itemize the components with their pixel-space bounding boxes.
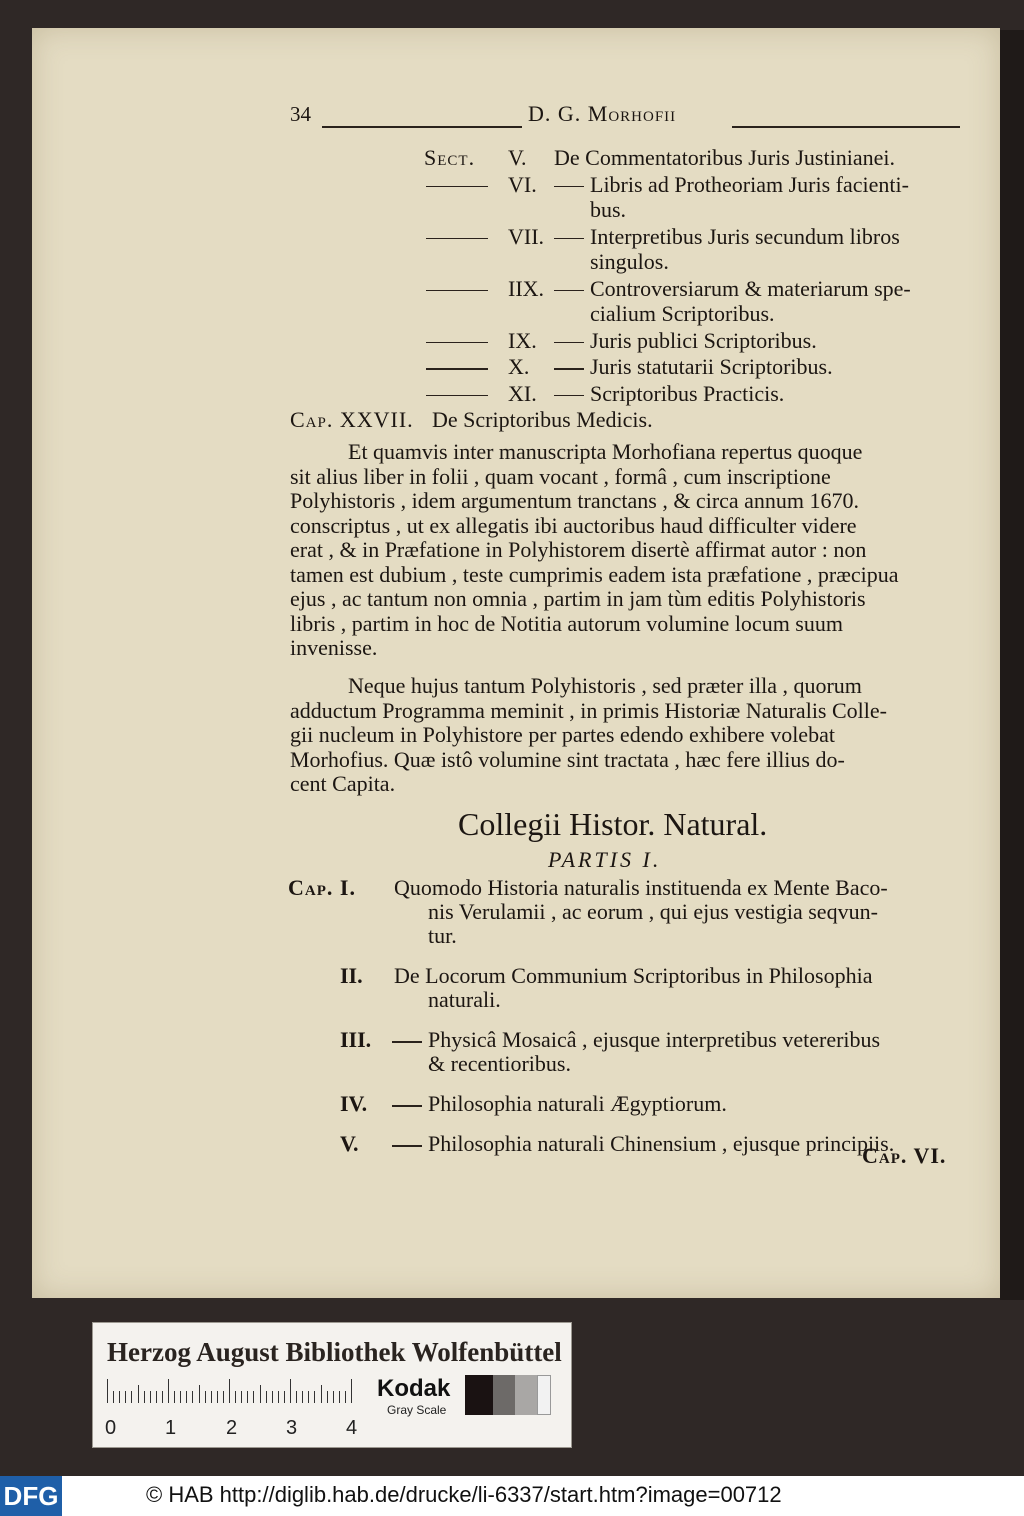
ruler-tick: [241, 1391, 242, 1403]
ruler-tick: [144, 1391, 145, 1403]
section-text: Controversiarum & materiarum spe-: [590, 275, 911, 301]
library-name: Herzog August Bibliothek Wolfenbüttel: [107, 1337, 562, 1367]
ruler-tick: [180, 1391, 181, 1403]
chapter-text: naturali.: [428, 987, 501, 1012]
scale-ruler: [107, 1379, 357, 1403]
section-number: VI.: [508, 171, 537, 197]
chapter-number: III.: [340, 1027, 372, 1052]
chapter-number: Cap. I.: [288, 875, 356, 900]
section-number: V.: [508, 145, 527, 170]
chapter-text: nis Verulamii , ac eorum , qui ejus vestigia seqvun-: [428, 899, 878, 924]
ruler-tick: [272, 1391, 273, 1403]
ruler-tick: [192, 1391, 193, 1403]
section-number: XI.: [508, 380, 537, 406]
paragraph-line: ejus , ac tantum non omnia , partim in jam tùm editis Polyhistoris: [290, 586, 866, 611]
chapter-number: V.: [340, 1131, 359, 1156]
header-rule-left: [322, 126, 522, 128]
ditto-dash: [426, 342, 488, 344]
chapter-text: tur.: [428, 923, 457, 948]
section-number: IX.: [508, 327, 537, 353]
copyright-credit[interactable]: © HAB http://diglib.hab.de/drucke/li-6337/start.htm?image=00712: [146, 1482, 782, 1507]
section-number: X.: [508, 354, 530, 379]
ruler-tick: [229, 1379, 230, 1403]
ruler-tick: [223, 1391, 224, 1403]
paragraph-line: erat , & in Præfatione in Polyhistorem disertè affirmat autor : non: [290, 537, 867, 562]
ruler-tick: [296, 1391, 297, 1403]
ruler-tick: [174, 1391, 175, 1403]
ditto-dash: [426, 290, 488, 292]
ruler-tick: [351, 1379, 352, 1403]
ruler-tick: [266, 1391, 267, 1403]
gray-patch-mid: [515, 1375, 537, 1415]
ruler-tick: [333, 1391, 334, 1403]
ditto-dash: [392, 1145, 422, 1147]
ditto-dash: [554, 368, 584, 370]
ditto-dash: [426, 368, 488, 370]
paragraph-line: invenisse.: [290, 635, 378, 660]
ruler-label: 0: [105, 1417, 117, 1439]
ruler-tick: [131, 1391, 132, 1403]
ruler-tick: [119, 1391, 120, 1403]
chapter-number: IV.: [340, 1091, 368, 1116]
ditto-dash: [392, 1105, 422, 1107]
ruler-tick: [162, 1391, 163, 1403]
ditto-dash: [554, 342, 584, 344]
ruler-tick: [253, 1391, 254, 1403]
ruler-tick: [156, 1391, 157, 1403]
collegium-subtitle: PARTIS I.: [548, 847, 662, 872]
header-rule-right: [732, 126, 960, 128]
ruler-tick: [247, 1391, 248, 1403]
collegium-title: Collegii Histor. Natural.: [458, 806, 768, 842]
paragraph-line: tamen est dubium , teste cumprimis eadem ista præfatione , præcipua: [290, 561, 899, 587]
section-text: De Commentatoribus Juris Justinianei.: [554, 145, 895, 170]
catchword: Cap. VI.: [862, 1143, 947, 1168]
ditto-dash: [554, 186, 584, 188]
gray-patch-dark: [493, 1375, 515, 1415]
chapter-text: & recentioribus.: [428, 1051, 571, 1076]
color-target-card: [92, 1322, 572, 1448]
ruler-label: 2: [226, 1417, 238, 1439]
section-text: Scriptoribus Practicis.: [590, 380, 785, 406]
chapter-text: Philosophia naturali Chinensium , ejusque principiis.: [428, 1131, 895, 1156]
ruler-label: 4: [346, 1417, 358, 1439]
book-edge: [1000, 30, 1024, 1300]
ruler-tick: [345, 1391, 346, 1403]
kodak-logo: Kodak: [377, 1375, 451, 1402]
ruler-tick: [308, 1391, 309, 1403]
ruler-label: 1: [165, 1417, 177, 1439]
section-label: Sect.: [424, 145, 476, 170]
ruler-tick: [168, 1379, 169, 1403]
ruler-tick: [186, 1391, 187, 1403]
ruler-tick: [205, 1391, 206, 1403]
paragraph-line: gii nucleum in Polyhistore per partes edendo exhibere volebat: [290, 722, 835, 747]
book-page: [32, 28, 1000, 1298]
running-title: D. G. Morhofii: [528, 101, 677, 126]
ruler-tick: [290, 1379, 291, 1403]
ruler-tick: [314, 1391, 315, 1403]
paragraph-line: cent Capita.: [290, 771, 396, 796]
section-text: cialium Scriptoribus.: [590, 300, 775, 326]
dfg-logo: DFG: [0, 1476, 62, 1516]
paragraph-line: adductum Programma meminit , in primis Historiæ Naturalis Colle-: [290, 697, 887, 723]
ruler-tick: [302, 1391, 303, 1403]
paragraph-line: Neque hujus tantum Polyhistoris , sed præter illa , quorum: [348, 673, 862, 698]
ruler-tick: [339, 1391, 340, 1403]
ditto-dash: [554, 395, 584, 397]
ruler-tick: [199, 1385, 200, 1403]
ruler-tick: [217, 1391, 218, 1403]
gray-patch-black: [465, 1375, 493, 1415]
chapter-number: II.: [340, 963, 363, 988]
ditto-dash: [426, 186, 488, 188]
ruler-tick: [327, 1391, 328, 1403]
section-text: Juris statutarii Scriptoribus.: [590, 354, 833, 379]
paragraph-line: conscriptus , ut ex allegatis ibi auctoribus haud difficulter videre: [290, 512, 857, 538]
chapter-label: Cap. XXVII.: [290, 407, 414, 432]
ruler-tick: [260, 1385, 261, 1403]
paragraph-line: Morhofius. Quæ istô volumine sint tractata , hæc fere illius do-: [290, 746, 845, 772]
paragraph-line: Et quamvis inter manuscripta Morhofiana repertus quoque: [348, 439, 863, 464]
paragraph-line: Polyhistoris , idem argumentum tranctans , & circa annum 1670.: [290, 488, 860, 513]
ruler-tick: [211, 1391, 212, 1403]
gray-patch-light: [537, 1375, 551, 1415]
ditto-dash: [392, 1041, 422, 1043]
chapter-text: Physicâ Mosaicâ , ejusque interpretibus vetereribus: [428, 1027, 881, 1052]
ruler-tick: [284, 1391, 285, 1403]
paragraph-line: sit alius liber in folii , quam vocant , formâ , cum inscriptione: [290, 463, 831, 489]
ruler-tick: [107, 1379, 108, 1403]
ditto-dash: [426, 238, 488, 240]
section-text: Libris ad Protheoriam Juris facienti-: [590, 171, 909, 197]
gray-scale-label: Gray Scale: [387, 1403, 447, 1417]
page-number: 34: [290, 102, 311, 126]
ruler-tick: [125, 1391, 126, 1403]
section-number: IIX.: [508, 275, 545, 301]
ruler-label: 3: [286, 1417, 298, 1439]
section-text: bus.: [590, 196, 627, 222]
ditto-dash: [426, 395, 488, 397]
ruler-tick: [113, 1391, 114, 1403]
section-text: singulos.: [590, 248, 669, 274]
section-text: Interpretibus Juris secundum libros: [590, 223, 900, 249]
ruler-tick: [321, 1385, 322, 1403]
ruler-tick: [138, 1385, 139, 1403]
ruler-tick: [150, 1391, 151, 1403]
section-text: Juris publici Scriptoribus.: [590, 327, 817, 353]
ruler-tick: [278, 1391, 279, 1403]
ditto-dash: [554, 290, 584, 292]
section-number: VII.: [508, 223, 545, 249]
chapter-title: De Scriptoribus Medicis.: [432, 407, 653, 432]
ruler-tick: [235, 1391, 236, 1403]
ditto-dash: [554, 238, 584, 240]
chapter-text: De Locorum Communium Scriptoribus in Philosophia: [394, 963, 873, 988]
chapter-text: Philosophia naturali Ægyptiorum.: [428, 1091, 727, 1116]
paragraph-line: libris , partim in hoc de Notitia autorum volumine locum suum: [290, 610, 843, 636]
chapter-text: Quomodo Historia naturalis instituenda ex Mente Baco-: [394, 875, 888, 900]
